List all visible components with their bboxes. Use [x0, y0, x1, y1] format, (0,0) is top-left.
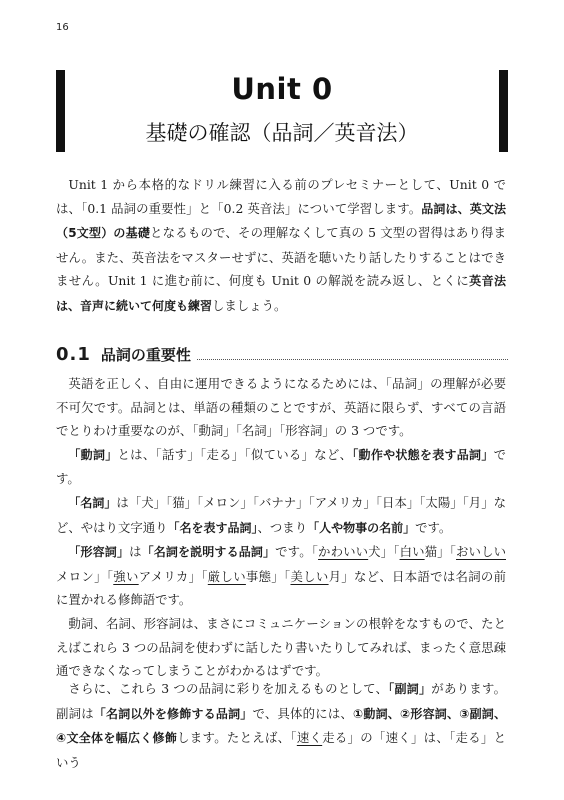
text: は: [129, 544, 142, 560]
paragraph-adjectives: [56, 540, 506, 612]
definition-noun-2: 「人や物事の名前」: [307, 520, 416, 535]
text: アメリカ」「: [138, 568, 208, 584]
section-dotted-rule: [197, 359, 508, 360]
example-underlined: おいしい: [456, 544, 506, 560]
text: 、つまり: [257, 519, 308, 535]
text: があります。副詞は: [56, 681, 506, 721]
paragraph-adverbs: [56, 677, 506, 774]
example-underlined: かわいい: [318, 544, 369, 560]
definition-verb: 「動作や状態を表す品詞」: [352, 447, 494, 462]
paragraph-communication: 動詞、名詞、形容詞は、まさにコミュニケーションの根幹をなすもので、たとえばこれら 3 つの品詞を使わずに話したり書いたりしてみれば、まったく意思疎通できなくなってしまうことがわかるはずです。: [56, 615, 506, 679]
text: です。: [56, 446, 506, 487]
paragraph-nouns: [56, 491, 506, 540]
section-body: [56, 372, 506, 683]
definition-noun: 「名を表す品詞」: [167, 520, 258, 535]
example-underlined: 厳しい: [207, 568, 246, 584]
unit-title: Unit 0: [231, 72, 333, 106]
unit-subtitle: 基礎の確認（品詞／英音法）: [145, 121, 419, 145]
text: です。「: [275, 544, 319, 560]
intro-text-3: しましょう。: [212, 297, 287, 313]
example-underlined: 速く: [296, 730, 323, 746]
text: とは、「話す」「走る」「似ている」など、: [117, 446, 353, 462]
text: 走る」の「速く」は、「走る」という: [56, 730, 506, 770]
paragraph-parts-of-speech: 英語を正しく、自由に運用できるようになるためには、「品詞」の理解が必要不可欠です。品詞とは、単語の種類のことですが、英語に限らず、すべての言語でとりわけ重要なのが、「動詞」「名詞」「形容詞」の 3 つです。: [56, 376, 506, 439]
paragraph-verbs: [56, 443, 506, 491]
text: は「犬」「猫」「メロン」「バナナ」「アメリカ」「日本」「太陽」「月」など、やはり文字通り: [56, 494, 506, 535]
definition-adjective: 「名詞を説明する品詞」: [141, 545, 276, 560]
definition-adverb: 「名詞以外を修飾する品詞」: [93, 706, 253, 721]
intro-bold-2: 英音法は、音声に続いて何度も練習: [56, 274, 506, 313]
intro-paragraph: [56, 173, 506, 319]
example-underlined: 強い: [113, 568, 139, 584]
text: します。たとえば、「: [177, 730, 297, 746]
term-noun: 「名詞」: [68, 495, 117, 510]
term-adverb: 「副詞」: [388, 682, 432, 696]
section-number: 0.1: [56, 343, 91, 365]
text: 月」など、日本語では名詞の前に置かれる修飾語です。: [56, 568, 507, 608]
text: 猫」「: [424, 544, 457, 560]
intro-bold-1: 品詞は、英文法（5文型）の基礎: [56, 201, 506, 241]
section-body-adverbs: [56, 677, 506, 774]
text: です。: [415, 519, 452, 535]
text: 事態」「: [245, 568, 291, 584]
intro-text-1: Unit 1 から本格的なドリル練習に入る前のプレセミナーとして、Unit 0 では、「0.1 品詞の重要性」と「0.2 英音法」について学習します。: [56, 177, 506, 216]
page-number: 16: [56, 22, 69, 33]
term-verb: 「動詞」: [68, 447, 118, 462]
term-adjective: 「形容詞」: [68, 545, 130, 560]
text: 犬」「: [368, 544, 400, 560]
section-title: 品詞の重要性: [100, 345, 191, 364]
section-heading: [56, 341, 508, 367]
example-underlined: 美しい: [290, 568, 329, 584]
text: メロン」「: [56, 568, 114, 584]
intro-text-2: となるもので、その理解なくして真の 5 文型の習得はあり得ません。また、英音法をマスターせずに、英語を聴いたり話したりすることはできません。Unit 1 に進む前に、何度も Unit 0 の解説を読み返し、とくに: [56, 225, 507, 289]
example-underlined: 白い: [399, 544, 425, 560]
text: で、具体的には、: [252, 705, 354, 721]
text: さらに、これら 3 つの品詞に彩りを加えるものとして、: [68, 681, 389, 696]
adverb-targets: ①動詞、②形容詞、③副詞、④文全体を幅広く修飾: [56, 706, 506, 746]
